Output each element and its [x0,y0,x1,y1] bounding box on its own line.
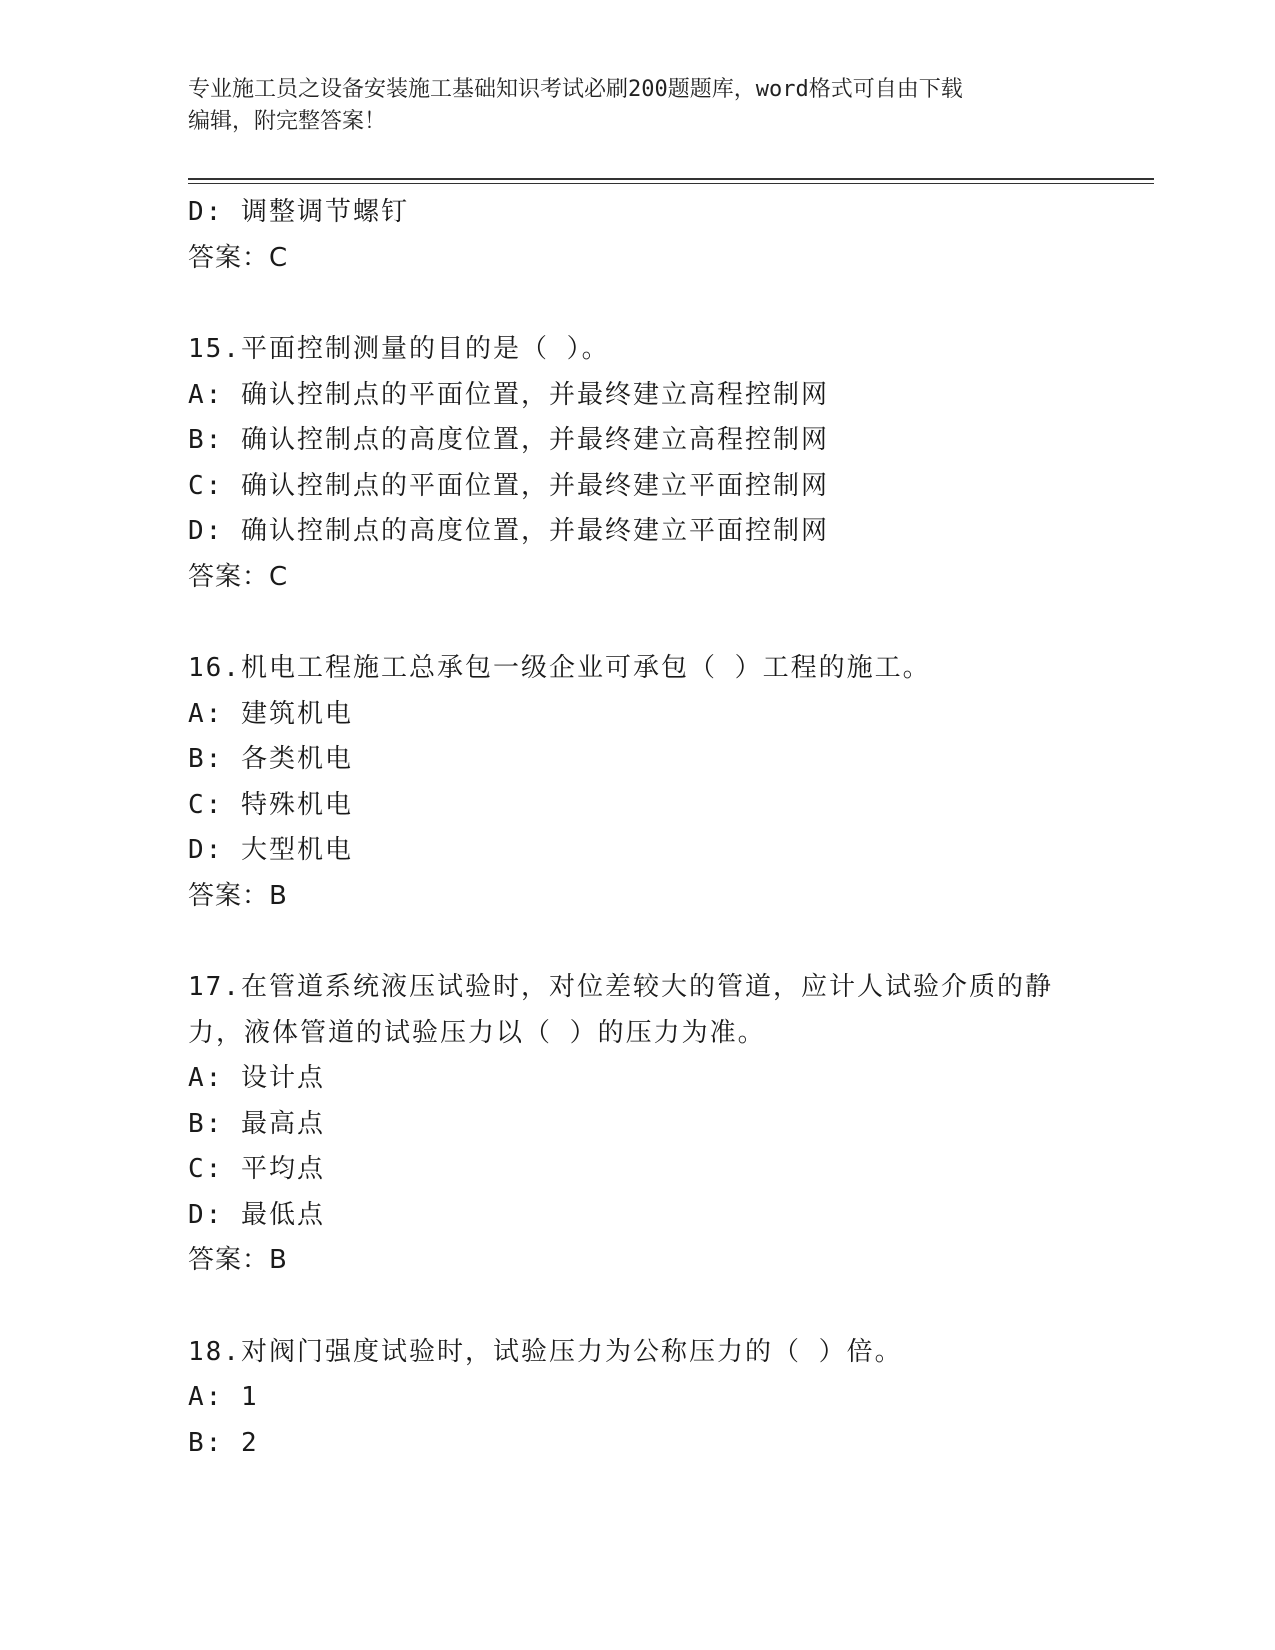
question-18 [188,1330,1088,1467]
header-divider-thick [188,178,1154,180]
question-15 [188,327,1088,600]
q15-option-b: B: 确认控制点的高度位置，并最终建立高程控制网 [188,425,829,455]
q17-option-b: B: 最高点 [188,1108,325,1139]
spacer [188,600,1088,646]
question-list [188,190,1088,1466]
question-17 [188,965,1088,1284]
q14-option-d: D: 调整调节螺钉 [188,197,409,227]
spacer [188,919,1088,965]
q17-answer: 答案：B [188,1245,288,1275]
header-title-line-2: 编辑，附完整答案！ [188,109,387,134]
q18-option-a: A: 1 [188,1382,259,1412]
q16-option-d: D: 大型机电 [188,835,353,865]
header-divider-thin [188,183,1154,184]
q17-option-d: D: 最低点 [188,1199,325,1230]
spacer [188,1284,1088,1330]
q15-option-a: A: 确认控制点的平面位置，并最终建立高程控制网 [188,379,829,410]
q16-option-a: A: 建筑机电 [188,698,353,729]
q15-option-d: D: 确认控制点的高度位置，并最终建立平面控制网 [188,516,829,546]
q16-option-b: B: 各类机电 [188,744,353,774]
page-header [188,74,1088,138]
q16-stem: 16.机电工程施工总承包一级企业可承包（ ）工程的施工。 [188,653,931,683]
q14-answer: 答案：C [188,242,289,273]
header-title-line-1: 专业施工员之设备安装施工基础知识考试必刷200题题库，word格式可自由下载 [188,77,963,102]
q15-stem: 15.平面控制测量的目的是（ ）。 [188,334,610,364]
q16-option-c: C: 特殊机电 [188,789,353,820]
q17-option-c: C: 平均点 [188,1154,325,1184]
q15-option-c: C: 确认控制点的平面位置，并最终建立平面控制网 [188,470,829,501]
question-16 [188,646,1088,919]
q17-stem-line-2: 力，液体管道的试验压力以（ ）的压力为准。 [188,1017,766,1048]
q17-stem-line-1: 17.在管道系统液压试验时，对位差较大的管道，应计人试验介质的静 [188,972,1053,1002]
q18-stem: 18.对阀门强度试验时，试验压力为公称压力的（ ）倍。 [188,1336,903,1367]
q17-option-a: A: 设计点 [188,1063,325,1093]
q15-answer: 答案：C [188,561,289,592]
spacer [188,281,1088,327]
q18-option-b: B: 2 [188,1427,259,1458]
q16-answer: 答案：B [188,880,288,911]
